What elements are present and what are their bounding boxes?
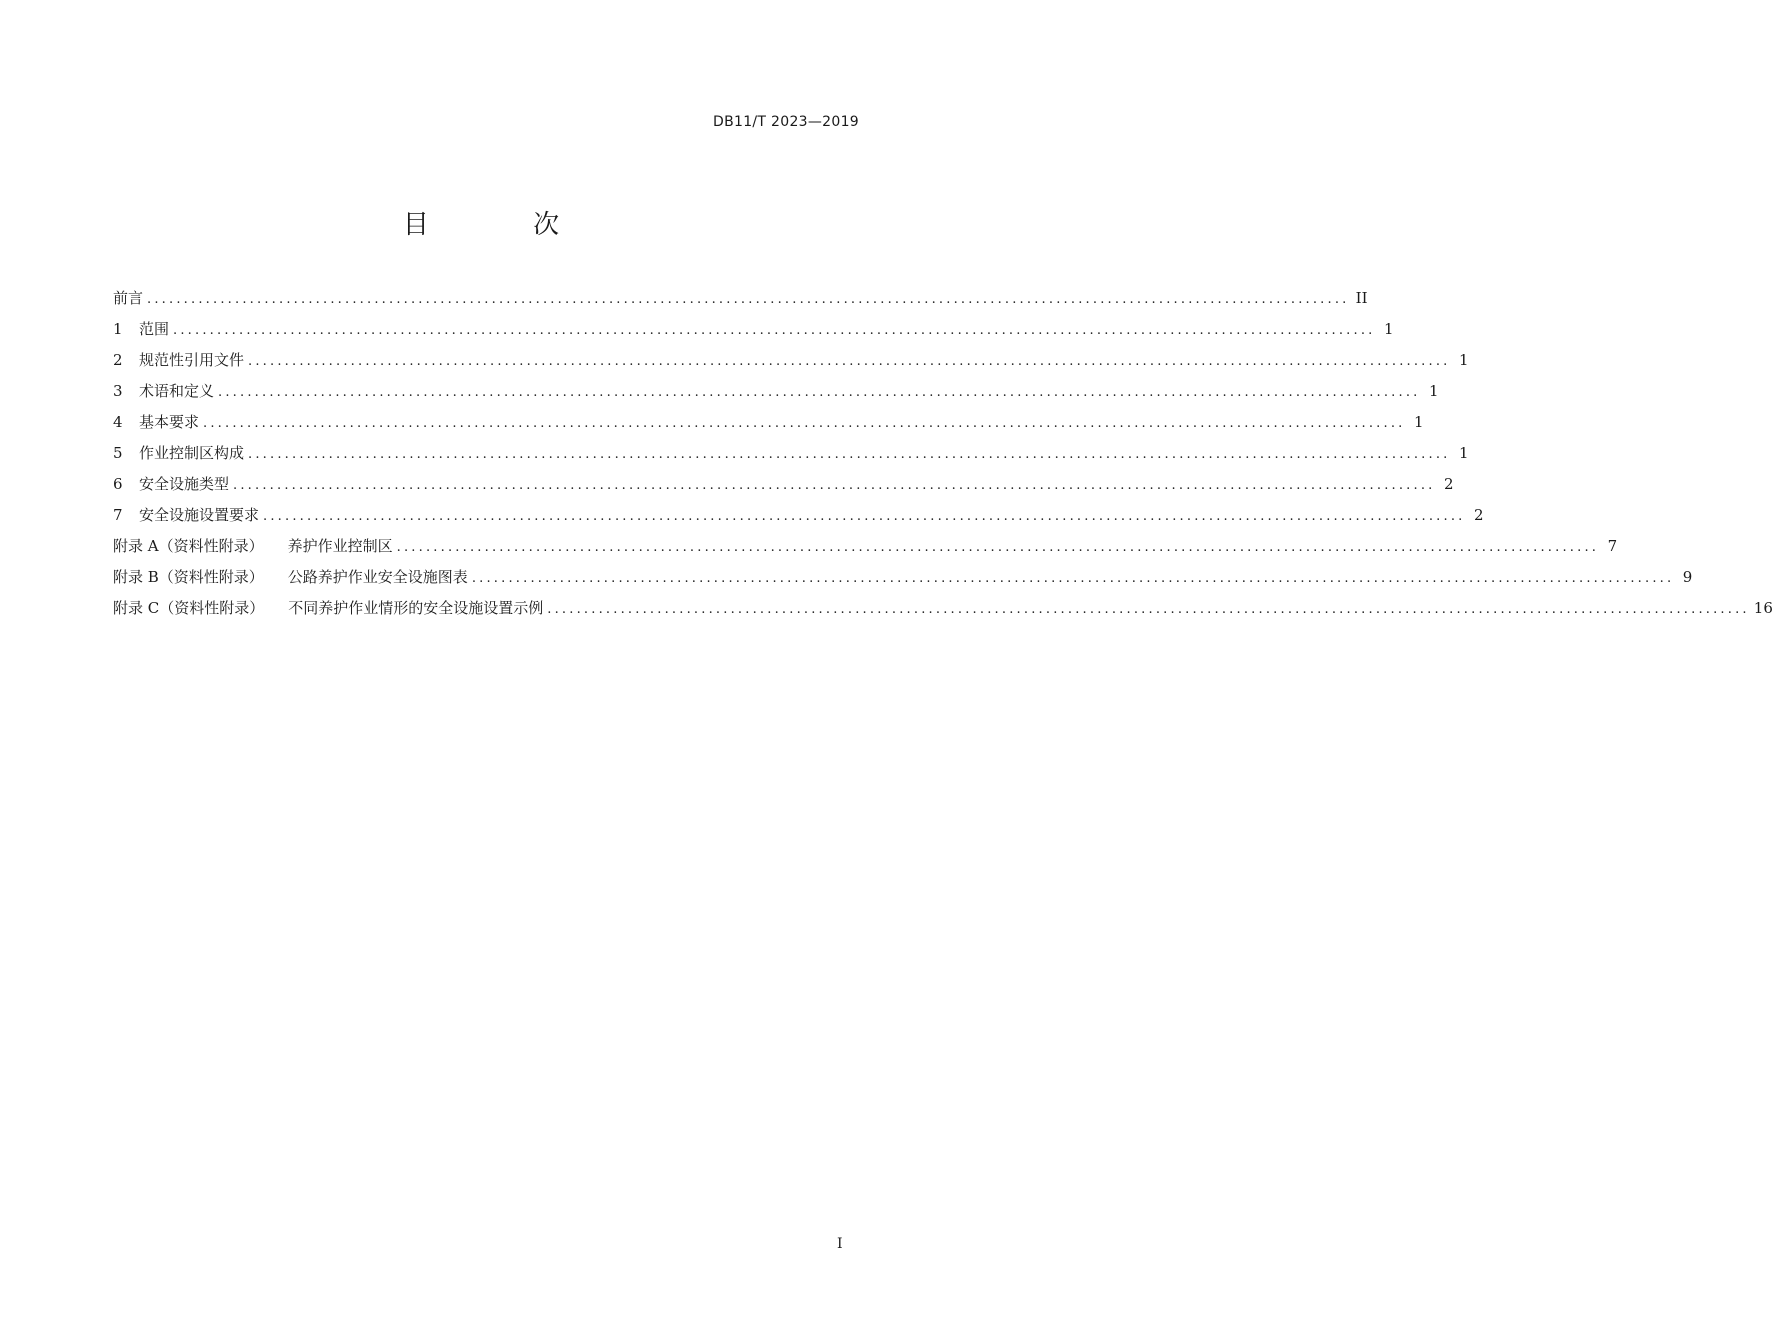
toc-entry-4[interactable] <box>113 411 1424 442</box>
toc-entry-label: 安全设施类型 <box>139 475 230 493</box>
toc-entry-page: 1 <box>1413 413 1424 431</box>
toc-entry-number: 7 <box>113 506 123 524</box>
toc-entry-page: 1 <box>1428 382 1439 400</box>
toc-appendix-prefix: 附录 B（资料性附录） <box>113 568 264 586</box>
toc-entry-label: 安全设施设置要求 <box>139 506 260 524</box>
toc-entry-number: 2 <box>113 351 123 369</box>
toc-leader-dots: .................................................................................................................................................................... <box>233 478 1436 493</box>
toc-entry-label: 前言 <box>113 289 144 307</box>
toc-entry-page: 16 <box>1753 599 1773 617</box>
toc-entry-1[interactable] <box>113 318 1394 349</box>
toc-entry-appendix-b[interactable] <box>113 566 1693 597</box>
toc-entry-page: II <box>1355 289 1368 307</box>
document-code: DB11/T 2023—2019 <box>713 114 859 130</box>
toc-leader-dots: .................................................................................................................................................................... <box>248 354 1451 369</box>
toc-leader-dots: .................................................................................................................................................................... <box>147 292 1350 307</box>
toc-appendix-prefix: 附录 C（资料性附录） <box>113 599 265 617</box>
toc-leader-dots: .................................................................................................................................................................... <box>396 540 1600 555</box>
toc-leader-dots: .................................................................................................................................................................... <box>263 509 1466 524</box>
toc-entry-6[interactable] <box>113 473 1454 504</box>
table-of-contents <box>113 287 1773 628</box>
toc-entry-page: 7 <box>1607 537 1618 555</box>
toc-entry-label: 规范性引用文件 <box>139 351 245 369</box>
toc-entry-label: 不同养护作业情形的安全设施设置示例 <box>288 599 544 617</box>
toc-entry-7[interactable] <box>113 504 1484 535</box>
toc-leader-dots: .................................................................................................................................................................... <box>471 571 1675 586</box>
toc-entry-foreword[interactable] <box>113 287 1368 318</box>
toc-entry-number: 3 <box>113 382 123 400</box>
toc-entry-label: 养护作业控制区 <box>287 537 393 555</box>
toc-entry-label: 术语和定义 <box>139 382 215 400</box>
toc-leader-dots: .................................................................................................................................................................... <box>547 602 1750 617</box>
toc-entry-number: 4 <box>113 413 123 431</box>
toc-entry-page: 1 <box>1458 444 1469 462</box>
toc-leader-dots: .................................................................................................................................................................... <box>203 416 1406 431</box>
toc-entry-label: 范围 <box>139 320 170 338</box>
toc-entry-number: 1 <box>113 320 123 338</box>
toc-leader-dots: .................................................................................................................................................................... <box>173 323 1376 338</box>
toc-entry-appendix-c[interactable] <box>113 597 1773 628</box>
toc-leader-dots: .................................................................................................................................................................... <box>248 447 1451 462</box>
toc-entry-page: 1 <box>1458 351 1469 369</box>
toc-leader-dots: .................................................................................................................................................................... <box>218 385 1421 400</box>
toc-entry-label: 基本要求 <box>139 413 200 431</box>
toc-entry-2[interactable] <box>113 349 1469 380</box>
toc-entry-number: 5 <box>113 444 123 462</box>
toc-entry-label: 公路养护作业安全设施图表 <box>287 568 468 586</box>
toc-entry-appendix-a[interactable] <box>113 535 1618 566</box>
toc-entry-page: 2 <box>1443 475 1454 493</box>
toc-entry-page: 9 <box>1682 568 1693 586</box>
toc-entry-3[interactable] <box>113 380 1439 411</box>
toc-entry-page: 1 <box>1383 320 1394 338</box>
toc-entry-label: 作业控制区构成 <box>139 444 245 462</box>
toc-appendix-prefix: 附录 A（资料性附录） <box>113 537 264 555</box>
toc-entry-page: 2 <box>1473 506 1484 524</box>
page-number: I <box>837 1236 843 1252</box>
toc-entry-number: 6 <box>113 475 123 493</box>
toc-title: 目 次 <box>402 210 608 240</box>
toc-entry-5[interactable] <box>113 442 1469 473</box>
